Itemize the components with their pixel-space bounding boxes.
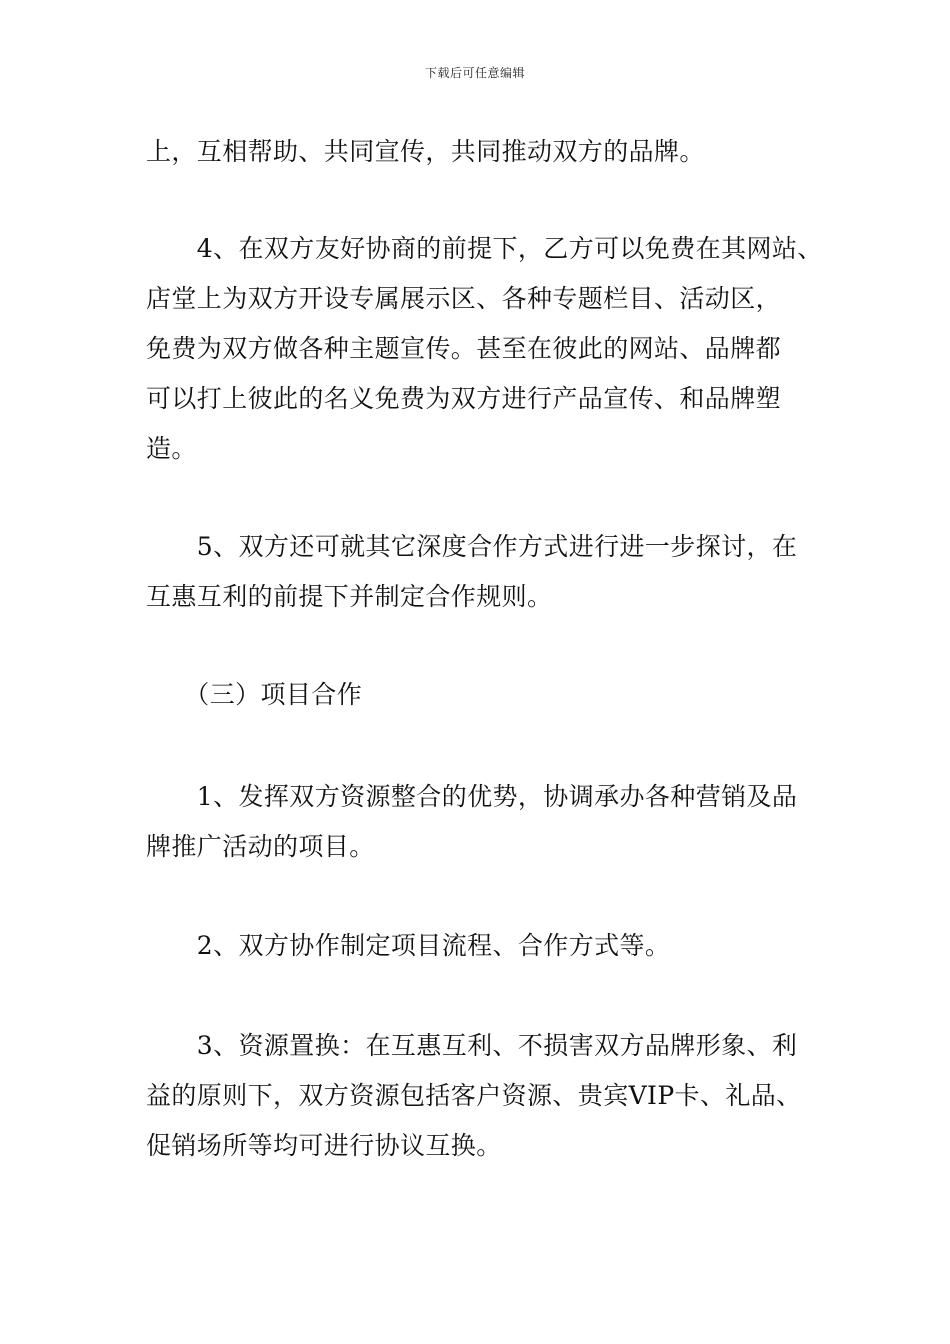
- body-line: 上，互相帮助、共同宣传，共同推动双方的品牌。: [146, 137, 705, 166]
- body-line: 促销场所等均可进行协议互换。: [146, 1131, 502, 1160]
- body-line: 互惠互利的前提下并制定合作规则。: [146, 582, 553, 611]
- body-line: 2、双方协作制定项目流程、合作方式等。: [146, 931, 671, 960]
- body-line: 造。: [146, 434, 197, 463]
- body-line: 免费为双方做各种主题宣传。甚至在彼此的网站、品牌都: [146, 334, 782, 363]
- page-header: 下载后可任意编辑: [424, 66, 525, 80]
- section-heading: （三）项目合作: [146, 680, 363, 709]
- body-line: 益的原则下，双方资源包括客户资源、贵宾VIP卡、礼品、: [146, 1081, 802, 1110]
- body-line: 店堂上为双方开设专属展示区、各种专题栏目、活动区，: [146, 284, 782, 313]
- body-line: 1、发挥双方资源整合的优势，协调承办各种营销及品: [146, 782, 798, 811]
- body-line: 牌推广活动的项目。: [146, 832, 375, 861]
- body-line: 3、资源置换：在互惠互利、不损害双方品牌形象、利: [146, 1031, 798, 1060]
- body-line: 可以打上彼此的名义免费为双方进行产品宣传、和品牌塑: [146, 384, 782, 413]
- body-line: 4、在双方友好协商的前提下，乙方可以免费在其网站、: [146, 234, 823, 263]
- body-line: 5、双方还可就其它深度合作方式进行进一步探讨，在: [146, 532, 798, 561]
